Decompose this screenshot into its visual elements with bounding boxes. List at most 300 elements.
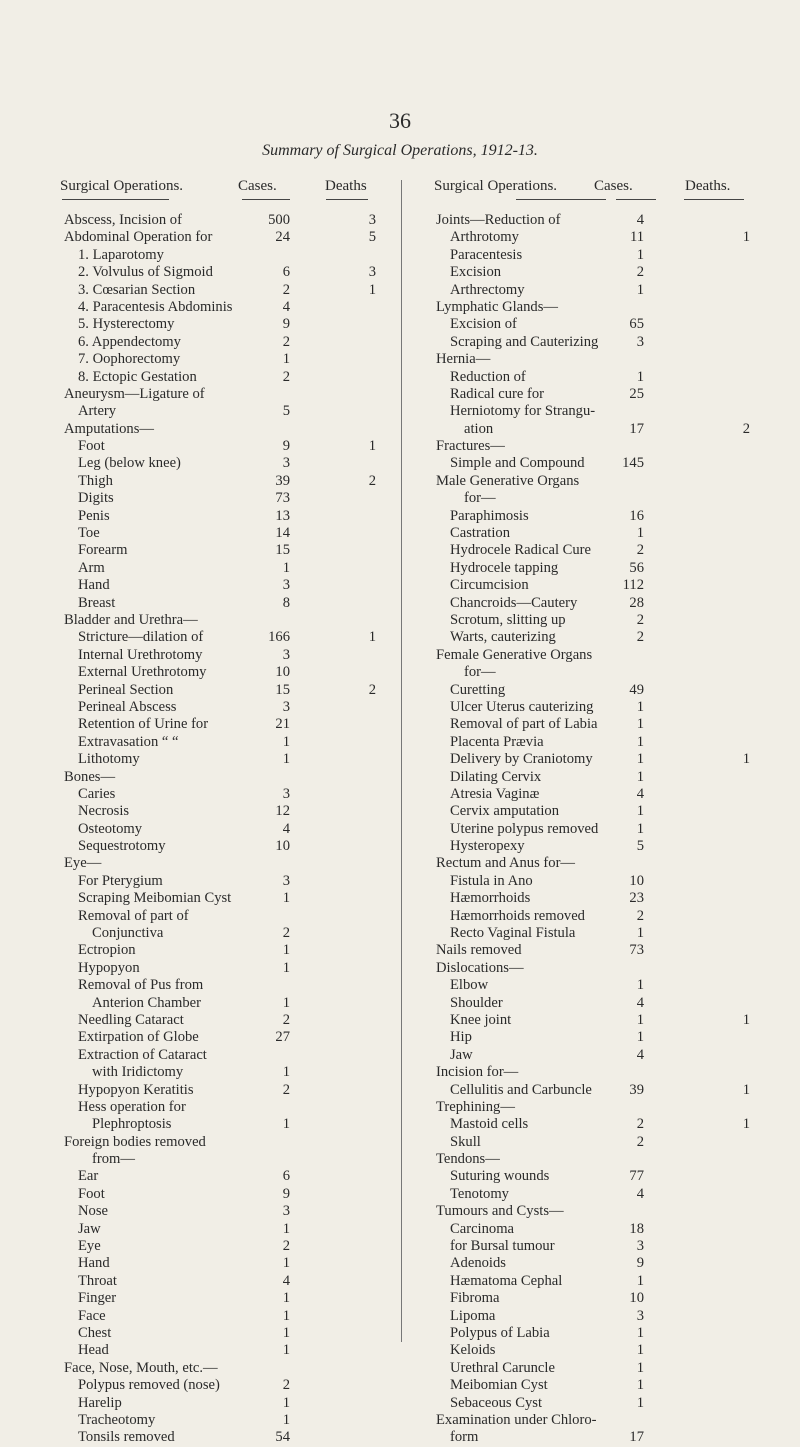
- header-rule: [616, 199, 656, 200]
- operation-label: Castration: [450, 525, 510, 542]
- header-cases-left: Cases.: [238, 178, 277, 194]
- table-row: [436, 1412, 756, 1429]
- table-row: [436, 1116, 756, 1133]
- cases-value: 73: [629, 942, 644, 959]
- cases-value: 1: [282, 994, 290, 1011]
- cases-value: 3: [282, 698, 290, 715]
- cases-value: 1: [636, 1359, 644, 1376]
- deaths-value: 1: [368, 438, 376, 455]
- table-row: [64, 1082, 384, 1099]
- table-row: [64, 769, 384, 786]
- table-row: [436, 455, 756, 472]
- table-row: [64, 1186, 384, 1203]
- cases-value: 3: [282, 872, 290, 889]
- cases-value: 3: [282, 1203, 290, 1220]
- cases-value: 65: [629, 316, 644, 333]
- operation-label: with Iridictomy: [92, 1064, 184, 1081]
- operation-label: Urethral Caruncle: [450, 1359, 555, 1376]
- table-row: [436, 595, 756, 612]
- cases-value: 5: [636, 838, 644, 855]
- cases-value: 39: [629, 1081, 644, 1098]
- table-row: [64, 1134, 384, 1151]
- table-row: [64, 1151, 384, 1168]
- cases-value: 56: [629, 559, 644, 576]
- table-row: [436, 264, 756, 281]
- table-row: [64, 1221, 384, 1238]
- cases-value: 166: [268, 629, 290, 646]
- table-row: [436, 1325, 756, 1342]
- cases-value: 49: [629, 681, 644, 698]
- operation-label: Simple and Compound: [450, 455, 585, 472]
- cases-value: 145: [622, 455, 644, 472]
- operation-label: External Urethrotomy: [78, 664, 207, 681]
- operation-label: Tumours and Cysts—: [436, 1203, 564, 1220]
- table-row: [436, 1064, 756, 1081]
- table-row: [64, 1099, 384, 1116]
- table-row: [64, 1290, 384, 1307]
- operation-label: Ulcer Uterus cauterizing: [450, 698, 594, 715]
- table-row: [436, 734, 756, 751]
- table-row: [64, 1012, 384, 1029]
- table-row: [436, 1360, 756, 1377]
- operation-label: Polypus removed (nose): [78, 1377, 220, 1394]
- operation-label: Toe: [78, 525, 100, 542]
- table-row: [64, 855, 384, 872]
- operation-label: for—: [464, 664, 496, 681]
- operation-label: Carcinoma: [450, 1220, 515, 1237]
- table-row: [64, 1360, 384, 1377]
- cases-value: 6: [282, 1168, 290, 1185]
- table-row: [436, 282, 756, 299]
- table-row: [64, 455, 384, 472]
- table-row: [436, 1082, 756, 1099]
- operation-label: Hæmorrhoids removed: [450, 907, 585, 924]
- cases-value: 3: [282, 577, 290, 594]
- cases-value: 2: [282, 925, 290, 942]
- table-row: [436, 421, 756, 438]
- operation-label: Necrosis: [78, 803, 130, 820]
- table-row: [64, 1325, 384, 1342]
- table-row: [436, 769, 756, 786]
- table-row: [436, 925, 756, 942]
- cases-value: 3: [636, 333, 644, 350]
- table-row: [64, 577, 384, 594]
- table-row: [436, 1273, 756, 1290]
- operation-label: Eye—: [64, 855, 102, 872]
- cases-value: 4: [636, 1046, 644, 1063]
- cases-value: 2: [636, 1133, 644, 1150]
- cases-value: 14: [275, 525, 290, 542]
- cases-value: 2: [636, 907, 644, 924]
- operation-label: Delivery by Craniotomy: [450, 751, 593, 768]
- table-row: [436, 838, 756, 855]
- deaths-value: 3: [368, 212, 376, 228]
- table-row: [64, 1064, 384, 1081]
- table-row: [436, 1099, 756, 1116]
- operation-label: Tenotomy: [450, 1185, 509, 1202]
- cases-value: 13: [275, 507, 290, 524]
- table-row: [436, 995, 756, 1012]
- operation-label: Rectum and Anus for—: [436, 855, 576, 872]
- table-row: [64, 1429, 384, 1446]
- cases-value: 3: [282, 646, 290, 663]
- cases-value: 1: [282, 959, 290, 976]
- table-row: [64, 682, 384, 699]
- table-row: [436, 977, 756, 994]
- operation-label: Arthrotomy: [450, 229, 519, 246]
- operation-label: Elbow: [450, 977, 489, 994]
- table-row: [436, 873, 756, 890]
- operation-label: Scrotum, slitting up: [450, 611, 566, 628]
- page-number: 36: [389, 108, 411, 133]
- header-rule: [684, 199, 744, 200]
- operation-label: 5. Hysterectomy: [78, 316, 175, 333]
- operation-label: Excision: [450, 264, 502, 281]
- cases-value: 10: [629, 1290, 644, 1307]
- cases-value: 1: [636, 525, 644, 542]
- cases-value: 1: [282, 1325, 290, 1341]
- cases-value: 6: [282, 264, 290, 281]
- table-row: [64, 664, 384, 681]
- table-row: [436, 821, 756, 838]
- cases-value: 1: [636, 977, 644, 994]
- table-row: [436, 647, 756, 664]
- cases-value: 1: [282, 559, 290, 576]
- cases-value: 4: [636, 994, 644, 1011]
- table-row: [436, 212, 756, 229]
- table-row: [64, 821, 384, 838]
- cases-value: 1: [282, 942, 290, 959]
- table-row: [436, 716, 756, 733]
- cases-value: 1: [636, 368, 644, 385]
- cases-value: 28: [629, 594, 644, 611]
- table-row: [436, 682, 756, 699]
- operation-label: Foreign bodies removed: [64, 1133, 206, 1150]
- table-row: [436, 386, 756, 403]
- table-row: [64, 229, 384, 246]
- operation-label: form: [450, 1429, 479, 1446]
- operation-label: Foot: [78, 1185, 105, 1202]
- cases-value: 27: [275, 1029, 290, 1046]
- cases-value: 2: [636, 611, 644, 628]
- table-row: [436, 612, 756, 629]
- operation-label: Amputations—: [64, 420, 154, 437]
- table-row: [436, 369, 756, 386]
- table-row: [436, 1290, 756, 1307]
- table-row: [436, 1342, 756, 1359]
- table-row: [436, 890, 756, 907]
- table-row: [64, 647, 384, 664]
- cases-value: 23: [629, 890, 644, 907]
- cases-value: 1: [636, 751, 644, 768]
- cases-value: 9: [636, 1255, 644, 1272]
- table-row: [436, 855, 756, 872]
- table-row: [64, 1412, 384, 1429]
- operation-label: Face, Nose, Mouth, etc.—: [64, 1359, 218, 1376]
- operation-label: Bones—: [64, 768, 116, 785]
- operation-label: Osteotomy: [78, 820, 143, 837]
- header-operations-right: Surgical Operations.: [434, 178, 558, 194]
- table-row: [436, 1151, 756, 1168]
- operation-label: Dilating Cervix: [450, 768, 542, 785]
- operation-label: Caries: [78, 785, 116, 802]
- operation-label: Incision for—: [436, 1064, 519, 1081]
- operation-label: Anterion Chamber: [92, 994, 202, 1011]
- cases-value: 2: [636, 1116, 644, 1133]
- table-row: [64, 316, 384, 333]
- table-row: [64, 1273, 384, 1290]
- table-row: [64, 751, 384, 768]
- operation-label: Sebaceous Cyst: [450, 1394, 543, 1411]
- operation-label: Lithotomy: [78, 751, 140, 768]
- operation-label: Paracentesis: [450, 246, 523, 263]
- operation-label: Meibomian Cyst: [450, 1377, 548, 1394]
- cases-value: 1: [282, 1342, 290, 1359]
- table-row: [436, 1429, 756, 1446]
- table-row: [436, 1047, 756, 1064]
- operation-label: Nails removed: [436, 942, 522, 959]
- table-row: [64, 473, 384, 490]
- operation-label: Trephining—: [436, 1098, 515, 1115]
- cases-value: 21: [275, 716, 290, 733]
- operation-label: Uterine polypus removed: [450, 820, 599, 837]
- table-row: [436, 803, 756, 820]
- table-row: [64, 560, 384, 577]
- operation-label: Tendons—: [436, 1151, 500, 1168]
- operation-label: Nose: [78, 1203, 108, 1220]
- table-row: [436, 229, 756, 246]
- table-row: [64, 1377, 384, 1394]
- table-row: [436, 1395, 756, 1412]
- cases-value: 2: [636, 264, 644, 281]
- cases-value: 3: [282, 455, 290, 472]
- operation-label: Stricture—dilation of: [78, 629, 204, 646]
- operation-label: Thigh: [78, 472, 113, 489]
- cases-value: 11: [629, 229, 644, 246]
- operation-label: Hess operation for: [78, 1098, 186, 1115]
- operation-label: Sequestrotomy: [78, 838, 166, 855]
- page-title: Summary of Surgical Operations, 1912-13.: [262, 142, 538, 159]
- operation-label: ation: [464, 420, 494, 437]
- table-row: [436, 1168, 756, 1185]
- operation-label: 7. Oophorectomy: [78, 351, 181, 368]
- operation-label: Extraction of Cataract: [78, 1046, 207, 1063]
- cases-value: 500: [268, 212, 290, 228]
- operation-label: Arm: [78, 559, 105, 576]
- cases-value: 1: [282, 1307, 290, 1324]
- operation-label: Hydrocele tapping: [450, 559, 559, 576]
- table-row: [64, 977, 384, 994]
- operation-label: Perineal Abscess: [78, 698, 177, 715]
- operation-label: 1. Laparotomy: [78, 246, 164, 263]
- table-row: [436, 960, 756, 977]
- table-row: [436, 403, 756, 420]
- cases-value: 1: [282, 1290, 290, 1307]
- cases-value: 9: [282, 438, 290, 455]
- operation-label: 2. Volvulus of Sigmoid: [78, 264, 213, 281]
- cases-value: 1: [282, 751, 290, 768]
- cases-value: 2: [282, 281, 290, 298]
- cases-value: 10: [629, 872, 644, 889]
- operation-label: 3. Cœsarian Section: [78, 281, 196, 298]
- table-row: [64, 1203, 384, 1220]
- table-row: [64, 716, 384, 733]
- cases-value: 15: [275, 681, 290, 698]
- operation-label: Jaw: [450, 1046, 473, 1063]
- table-row: [436, 525, 756, 542]
- cases-value: 2: [636, 629, 644, 646]
- cases-value: 3: [282, 785, 290, 802]
- cases-value: 1: [282, 351, 290, 368]
- cases-value: 1: [282, 890, 290, 907]
- table-row: [436, 908, 756, 925]
- operation-label: Shoulder: [450, 994, 503, 1011]
- cases-value: 1: [636, 1325, 644, 1341]
- header-deaths-left: Deaths: [325, 178, 367, 194]
- table-row: [436, 1377, 756, 1394]
- table-row: [64, 403, 384, 420]
- table-row: [64, 438, 384, 455]
- cases-value: 9: [282, 1185, 290, 1202]
- deaths-value: 2: [368, 681, 376, 698]
- table-row: [64, 542, 384, 559]
- operation-label: 6. Appendectomy: [78, 333, 181, 350]
- operation-label: Harelip: [78, 1394, 122, 1411]
- operation-label: Polypus of Labia: [450, 1325, 550, 1341]
- cases-value: 15: [275, 542, 290, 559]
- operation-label: Hypopyon: [78, 959, 140, 976]
- operation-label: Chest: [78, 1325, 112, 1341]
- table-row: [64, 838, 384, 855]
- cases-value: 4: [282, 298, 290, 315]
- operation-label: Hypopyon Keratitis: [78, 1081, 194, 1098]
- operation-label: Needling Cataract: [78, 1011, 184, 1028]
- table-row: [64, 212, 384, 229]
- operation-label: Throat: [78, 1272, 117, 1289]
- table-row: [436, 664, 756, 681]
- table-row: [436, 1255, 756, 1272]
- cases-value: 2: [282, 1081, 290, 1098]
- table-row: [64, 960, 384, 977]
- operation-label: Perineal Section: [78, 681, 174, 698]
- operation-label: For Pterygium: [78, 872, 163, 889]
- operation-label: Tonsils removed: [78, 1429, 175, 1446]
- cases-value: 1: [282, 1116, 290, 1133]
- table-row: [64, 595, 384, 612]
- operation-label: Aneurysm—Ligature of: [64, 385, 205, 402]
- operation-label: Skull: [450, 1133, 481, 1150]
- header-rule: [242, 199, 290, 200]
- operation-label: Fibroma: [450, 1290, 500, 1307]
- operation-label: Internal Urethrotomy: [78, 646, 203, 663]
- table-row: [64, 803, 384, 820]
- table-row: [64, 247, 384, 264]
- cases-value: 9: [282, 316, 290, 333]
- table-row: [64, 1029, 384, 1046]
- table-row: [436, 1203, 756, 1220]
- table-row: [64, 1168, 384, 1185]
- table-row: [64, 942, 384, 959]
- operation-label: Jaw: [78, 1220, 101, 1237]
- operation-label: Keloids: [450, 1342, 496, 1359]
- operation-label: Eye: [78, 1238, 101, 1255]
- cases-value: 16: [629, 507, 644, 524]
- operation-label: Atresia Vaginæ: [450, 785, 540, 802]
- deaths-value: 1: [368, 281, 376, 298]
- cases-value: 2: [282, 333, 290, 350]
- operation-label: Warts, cauterizing: [450, 629, 556, 646]
- cases-value: 2: [282, 368, 290, 385]
- table-row: [436, 629, 756, 646]
- operation-label: Breast: [78, 594, 116, 611]
- cases-value: 112: [622, 577, 644, 594]
- table-row: [436, 577, 756, 594]
- header-rule: [326, 199, 368, 200]
- operation-label: Scraping and Cauterizing: [450, 333, 599, 350]
- operation-label: Reduction of: [450, 368, 526, 385]
- operation-label: Circumcision: [450, 577, 529, 594]
- operation-label: Face: [78, 1307, 106, 1324]
- cases-value: 1: [282, 1220, 290, 1237]
- table-row: [64, 264, 384, 281]
- cases-value: 77: [629, 1168, 644, 1185]
- table-row: [436, 316, 756, 333]
- operation-label: Removal of part of Labia: [450, 716, 598, 733]
- cases-value: 4: [282, 820, 290, 837]
- cases-value: 1: [636, 1377, 644, 1394]
- table-row: [64, 873, 384, 890]
- operation-label: Placenta Prævia: [450, 733, 544, 750]
- operation-label: Removal of part of: [78, 907, 189, 924]
- cases-value: 1: [636, 281, 644, 298]
- operation-label: Hysteropexy: [450, 838, 525, 855]
- left-column: [64, 212, 384, 1447]
- operation-label: Abscess, Incision of: [64, 212, 182, 228]
- operation-label: Paraphimosis: [450, 507, 529, 524]
- operation-label: Excision of: [450, 316, 517, 333]
- operation-label: Hernia—: [436, 351, 491, 368]
- operation-label: Chancroids—Cautery: [450, 594, 578, 611]
- operation-label: Hand: [78, 1255, 110, 1272]
- operation-label: for Bursal tumour: [450, 1238, 555, 1255]
- operation-label: Lymphatic Glands—: [436, 298, 559, 315]
- operation-label: Scraping Meibomian Cyst: [78, 890, 232, 907]
- operation-label: Fistula in Ano: [450, 872, 533, 889]
- cases-value: 4: [636, 1185, 644, 1202]
- cases-value: 1: [282, 1411, 290, 1428]
- operation-label: Examination under Chloro-: [436, 1411, 597, 1428]
- table-row: [436, 1238, 756, 1255]
- operation-label: Cervix amputation: [450, 803, 560, 820]
- table-row: [64, 699, 384, 716]
- operation-label: Lipoma: [450, 1307, 496, 1324]
- operation-label: Dislocations—: [436, 959, 524, 976]
- table-row: [64, 299, 384, 316]
- operation-label: Hand: [78, 577, 110, 594]
- cases-value: 17: [629, 420, 644, 437]
- table-row: [64, 282, 384, 299]
- table-row: [436, 1308, 756, 1325]
- cases-value: 1: [636, 716, 644, 733]
- table-row: [64, 369, 384, 386]
- cases-value: 2: [282, 1238, 290, 1255]
- table-row: [436, 1221, 756, 1238]
- operation-label: Plephroptosis: [92, 1116, 172, 1133]
- header-operations-left: Surgical Operations.: [60, 178, 184, 194]
- operation-label: Female Generative Organs: [436, 646, 593, 663]
- operation-label: Penis: [78, 507, 110, 524]
- cases-value: 4: [636, 212, 644, 228]
